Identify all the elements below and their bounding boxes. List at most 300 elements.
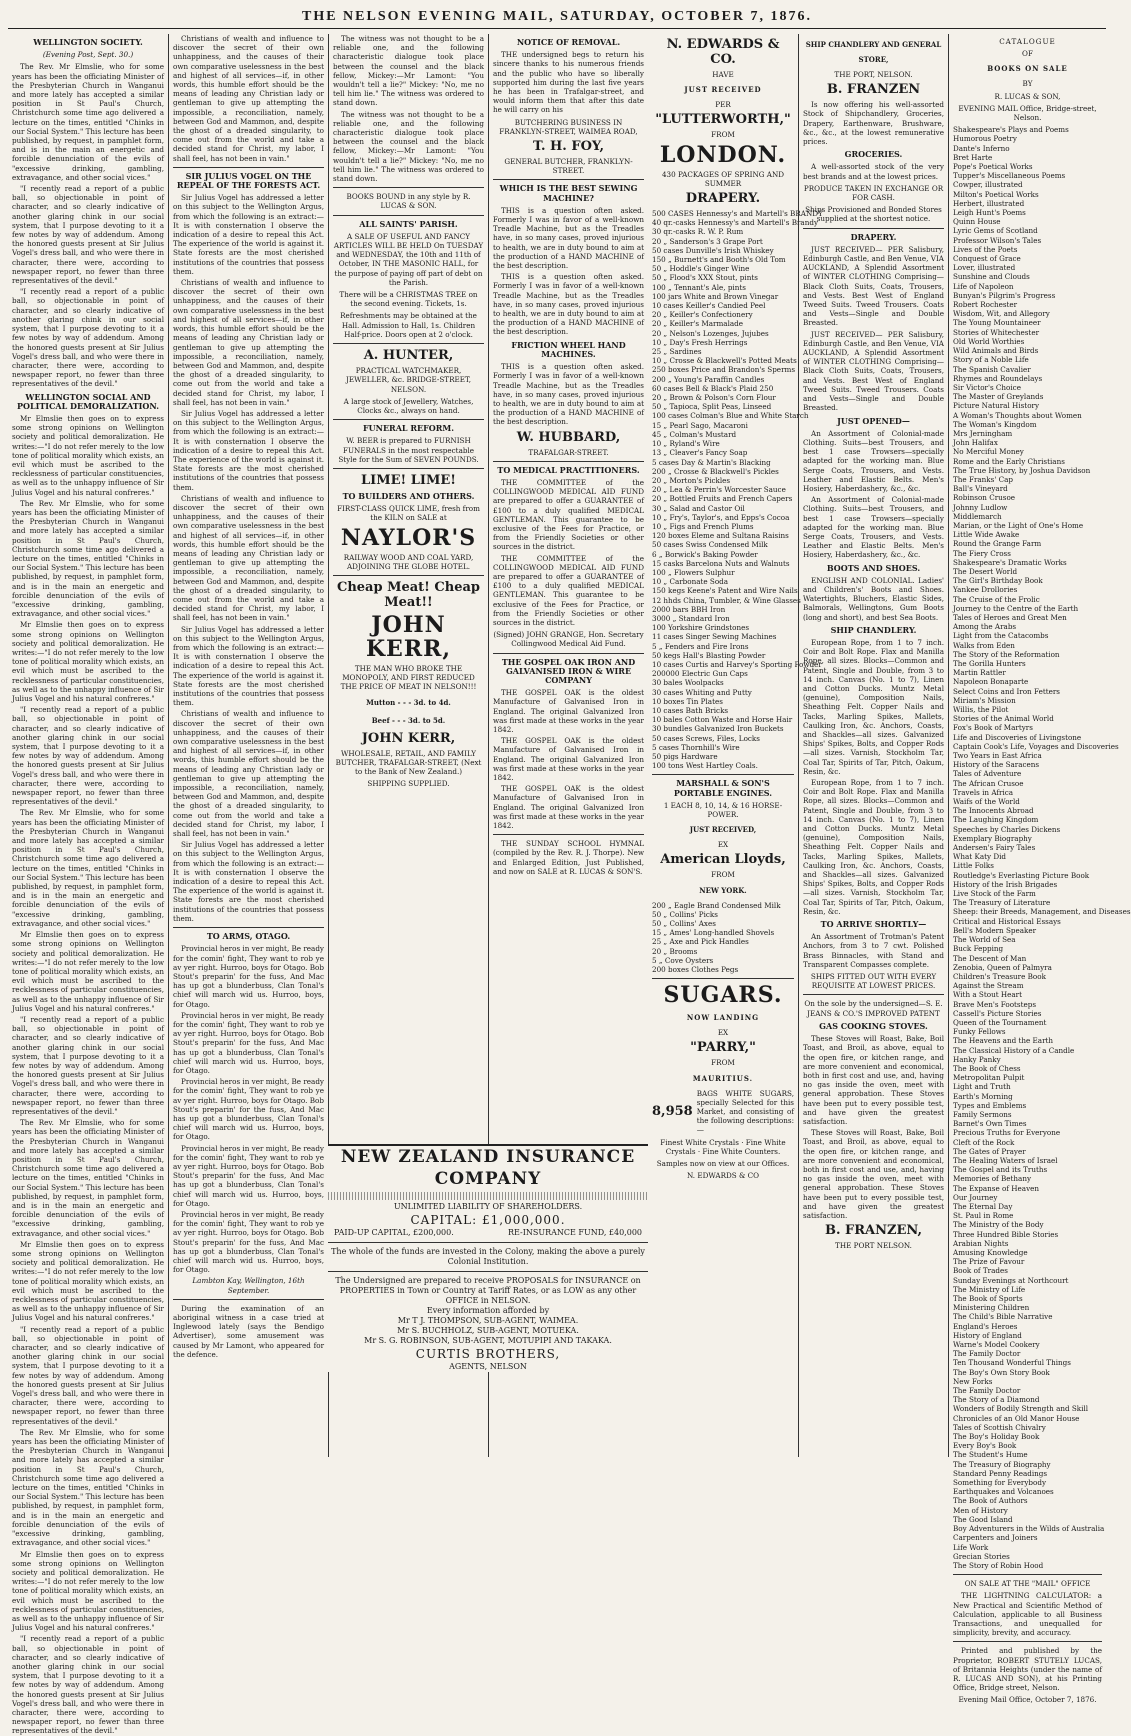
- books-ad: BOOKS BOUND in any style by R. LUCAS & SON.: [346, 192, 471, 211]
- goods-item: 5 „ Fenders and Fire Irons: [652, 641, 749, 651]
- column-7: [948, 34, 1131, 1705]
- article-heading: WELLINGTON SOCIETY.: [33, 37, 143, 47]
- goods-item: 15 casks Barcelona Nuts and Walnuts: [652, 558, 790, 568]
- book-title: Funky Fellows: [953, 1027, 1006, 1037]
- goods-item: 15 „ Pearl Sago, Macaroni: [652, 420, 748, 430]
- book-title: The Treasury of Biography: [953, 1459, 1051, 1469]
- book-title: Robert Rochester: [953, 300, 1018, 310]
- goods-item: 5 cases Thornhill's Wire: [652, 742, 740, 752]
- insurance-capital: CAPITAL: £1,000,000.: [410, 1213, 566, 1227]
- divider: [493, 653, 644, 654]
- kerr-name: JOHN KERR,: [365, 611, 452, 662]
- book-title: Yankee Drollories: [953, 585, 1018, 595]
- goods-item: 10 „ Fry's, Taylor's, and Epps's Cocoa: [652, 512, 790, 522]
- article-paragraph: Sir Julius Vogel has addressed a letter on this subject to the Wellington Argus, from which the following is an extract:—It is with consternation I observe the indication of a desire to repeal this Act. The experience of the world is against it. State forests are the most cherished institutions of the countries that possess them.: [173, 193, 324, 276]
- book-title: Book of Trades: [953, 1266, 1008, 1276]
- book-title: The Boy's Holiday Book: [953, 1432, 1040, 1442]
- beef-price: Beef - - - 3d. to 5d.: [371, 715, 446, 725]
- book-title: Napoleon Bonaparte: [953, 677, 1029, 687]
- article-heading: WELLINGTON SOCIAL AND POLITICAL DEMORALIZATION.: [17, 391, 159, 411]
- goods-item: 60 cases Bell & Black's Plaid 250: [652, 383, 774, 393]
- book-title: Story of a Noble Life: [953, 355, 1029, 365]
- article-paragraph: During the examination of an aboriginal witness in a case tried at Inglewood lately (says the Bendigo Advertiser), some amusement was caused by Mr Lamont, who appeared for the defence.: [173, 1303, 324, 1359]
- ad-heading: FRICTION WHEEL HAND MACHINES.: [511, 339, 626, 359]
- article-paragraph: Sir Julius Vogel has addressed a letter on this subject to the Wellington Argus, from which the following is an extract:—It is with consternation I observe the indication of a desire to repeal this Act. The experience of the world is against it. State forests are the most cherished institutions of the countries that possess them.: [173, 408, 324, 492]
- goods-item: 50 „ Flood's XXX Stout, pints: [652, 273, 758, 283]
- insurance-proposals: The Undersigned are prepared to receive PROPOSALS for INSURANCE on PROPERTIES in Town or Country at Tariff Rates, or as LOW as any other OFFICE in NELSON.: [335, 1276, 641, 1305]
- insurance-info: Every information afforded by: [426, 1306, 550, 1315]
- article-paragraph: Christians of wealth and influence to discover the secret of their own unhappiness, and the causes of their own comparative uselessness in the best and highest of all services—if, in other words, this humble effort should be the means of leading any Christian lady or gentleman to give up attempting the impossible, a reconciliation, namely, between God and Mammon, and, despite the ghost of a dreaded singularity, to come out from the world and take a decided stand for Christ, my labor, I shall feel, has not been in vain.": [173, 34, 324, 163]
- book-title: The Gospel and its Truths: [953, 1165, 1048, 1175]
- book-title: Andersen's Fairy Tales: [953, 843, 1036, 853]
- book-title: Miriam's Mission: [953, 695, 1016, 705]
- ad-heading: THE GOSPEL OAK IRON AND GALVANISED IRON & WIRE COMPANY: [501, 656, 636, 685]
- sugar-count: 8,958: [652, 1104, 693, 1120]
- book-title: The Woman's Kingdom: [953, 419, 1037, 429]
- poem: Provincial heros in ver might, Be ready for the comin' fight, They want to rob ye av yer right. Hurroo, boys for Otago. Bob Stout's preparin' for the fuss, And Mac has up got a blunderbuss, Clan Tonal's chief will march wid us. Hurroo, boys, for Otago.: [173, 1143, 324, 1208]
- goods-item: 50 „ Collins' Picks: [652, 909, 718, 919]
- goods-item: 15 „ Ames' Long-handled Shovels: [652, 928, 775, 938]
- curtis-brothers: CURTIS BROTHERS,: [415, 1347, 561, 1361]
- book-title: Waifs of the World: [953, 797, 1020, 807]
- ad-heading: ALL SAINTS' PARISH.: [359, 218, 458, 229]
- book-title: The Story of a Diamond: [953, 1395, 1040, 1405]
- book-title: Life Work: [953, 1542, 989, 1552]
- book-title: Marian, or the Light of One's Home: [953, 520, 1084, 530]
- sewing-text: THIS is a question often asked. Formerly I was in favor of a well-known Treadle Machine, but as the Treadles have, in so many cases, proved injurious to health, we are in duty bound to aim at the production of a HAND MACHINE of the best description.: [493, 205, 644, 271]
- column-6: [798, 34, 948, 1457]
- book-title: The Gorilla Hunters: [953, 659, 1026, 668]
- poem: Provincial heros in ver might, Be ready for the comin' fight, They want to rob ye av yer right. Hurroo, boys for Otago. Bob Stout's preparin' for the fuss, And Mac has up got a blunderbuss, Clan Tonal's chief will march wid us. Hurroo, boys, for Otago.: [173, 1077, 324, 1142]
- divider: [333, 468, 484, 469]
- kerr-sub: THE MAN WHO BROKE THE MONOPOLY, AND FIRST REDUCED THE PRICE OF MEAT IN NELSON!!!: [340, 663, 477, 692]
- goods-item: 200 „ Eagle Brand Condensed Milk: [652, 900, 781, 910]
- goods-item: 100 tons West Hartley Coals.: [652, 761, 758, 771]
- article-heading: SIR JULIUS VOGEL ON THE REPEAL OF THE FORESTS ACT.: [176, 170, 321, 191]
- book-title: Round the Grange Farm: [953, 539, 1042, 549]
- goods-item: 150 „ Burnett's and Booth's Old Tom: [652, 255, 786, 265]
- book-title: Journey to the Centre of the Earth: [953, 603, 1079, 613]
- ad-heading: FUNERAL REFORM.: [362, 423, 454, 434]
- book-title: Critical and Historical Essays: [953, 916, 1061, 926]
- article-paragraph: Mr Elmslie then goes on to express some strong opinions on Wellington society and political demoralization. He writes:—"I do not refer merely to the low tone of political morality which exists, an evil which must be ascribed to the recklessness of particular constituencies, as well as to the unhappy influence of Sir Julius Vogel and his natural confreres.": [12, 413, 164, 497]
- edwards-london: LONDON.: [659, 141, 787, 168]
- divider: [493, 834, 644, 835]
- edwards-per: PER: [715, 100, 731, 110]
- medical-text: THE COMMITTEE of the COLLINGWOOD MEDICAL AID FUND are prepared to offer a GUARANTEE of £100 to a duly qualified MEDICAL GENTLEMAN. This guarantee to be exclusive of the Fees for Practice, or from the Friendly Societies or other sources in the district.: [493, 553, 644, 627]
- book-title: The African Crusoe: [953, 778, 1024, 788]
- book-title: Herbert, illustrated: [953, 198, 1025, 208]
- book-title: The Book of Authors: [953, 1496, 1028, 1506]
- book-title: The Treasury of Literature: [953, 898, 1051, 908]
- catalogue-title: CATALOGUE: [999, 37, 1056, 46]
- goods-item: 20 „ Morton's Pickles: [652, 475, 731, 485]
- franzen-name-2: B. FRANZEN,: [824, 1223, 923, 1239]
- book-title: Bunyan's Pilgrim's Progress: [953, 290, 1056, 300]
- book-title: Buck Fepping: [953, 944, 1004, 954]
- book-title: The Franks' Cap: [953, 474, 1013, 484]
- book-title: Tales of Adventure: [953, 769, 1022, 779]
- book-title: Against the Stream: [953, 981, 1024, 991]
- book-title: Middlemarch: [953, 511, 1002, 521]
- article-paragraph: The Rev. Mr Elmslie, who for some years has been the officiating Minister of the Presbyterian Church in Wanganui and more lately has accepted a similar position in St Paul's Church, Christchurch some time ago delivered a lecture on the times, entitled "Chinks in our Social System." This lecture has been published, by request, in pamphlet form, and is in the main an energetic and forcible denunciation of the evils of "excessive drinking, gambling, extravagance, and other social vices.": [12, 1118, 165, 1238]
- book-title: Bell's Modern Speaker: [953, 925, 1037, 935]
- opened-text: An Assortment of Colonial-made Clothing. Suits—best Trousers, and best 1 case Trowsers—specially adapted for the working man. Blue Serge Coats, Trousers, and Vests. Leather and Elastic Belts. Men's Hosiery, Haberdashery, &c., &c.: [803, 495, 944, 560]
- article-paragraph: "I recently read a report of a public ball, so objectionable in point of character, and so clearly indicative of another glaring chink in our social system, that I purpose devoting to it a few notes by way of addendum. Among the honored guests present at Sir Julius Vogel's dress ball, and who were there in character, there were, according to newspaper report, no fewer than three representatives of the devil.": [12, 1014, 164, 1116]
- goods-item: 10 cases Curtis and Harvey's Sporting Powder: [652, 659, 822, 669]
- book-title: Lyric Gems of Scotland: [953, 226, 1038, 236]
- ad-heading: TO ARRIVE SHORTLY—: [820, 919, 927, 930]
- goods-item: 12 hhds China, Tumbler, & Wine Glasses: [652, 595, 801, 605]
- drapery-text: JUST RECEIVED— PER Salisbury, Edinburgh Castle, and Ben Venue, VIA AUCKLAND, A Splendid Assortment of WINTER CLOTHING Comprising—Black Cloth Suits, Coats, Trousers, and Vests. Best West of England Tweed Suits. Tweed Trousers. Coats and Vests—Single and Double Breasted.: [803, 329, 944, 413]
- chandlery-text: European Rope, from 1 to 7 inch. Coir and Bolt Rope. Flax and Manilla Rope, all sizes. Blocks—Common and Patent, Single and Double, from 3 to 14 inch. Canvas (No. 1 to 7), Linen and Cotton Ducks. Muntz Metal (genuine), Composition Nails, Sheathing Felt. Copper Nails and Tacks, Marling Spikes, Mallets, Caulking Iron, &c. Anchors, Coasts, and Shackles—all sizes. Galvanized Ships' Spikes, Bolts, and Copper Rods—all sizes. Varnish, Stockholm Tar, Coal Tar, Spirits of Tar, Pitch, Oakum, Resin, &c.: [803, 637, 944, 776]
- insurance-agent: Mr S. G. ROBINSON, SUB-AGENT, MOTUPIPI AND TAKAKA.: [364, 1336, 612, 1345]
- article-paragraph: The Rev. Mr Elmslie, who for some years has been the officiating Minister of the Presbyterian Church in Wanganui and more lately has accepted a similar position in St Paul's Church, Christchurch some time ago delivered a lecture on the times, entitled "Chinks in our Social System." This lecture has been published, by request, in pamphlet form, and is in the main an energetic and forcible denunciation of the evils of "excessive drinking, gambling, extravagance, and other social vices.": [12, 808, 165, 928]
- book-title: The Descent of Man: [953, 953, 1027, 963]
- article-paragraph: Mr Elmslie then goes on to express some strong opinions on Wellington society and political demoralization. He writes:—"I do not refer merely to the low tone of political morality which exists, an evil which must be ascribed to the recklessness of particular constituencies, as well as to the unhappy influence of Sir Julius Vogel and his natural confreres.": [12, 1239, 164, 1323]
- book-title: Leigh Hunt's Poems: [953, 208, 1026, 218]
- butcher-ad: BUTCHERING BUSINESS IN FRANKLYN-STREET, WAIMEA ROAD,: [499, 117, 638, 136]
- goods-item: 30 qr.-casks R. W. P. Rum: [652, 227, 744, 237]
- goods-item: 10 „ Day's Fresh Herrings: [652, 337, 748, 347]
- divider: [333, 215, 484, 216]
- insurance-title: NEW ZEALAND INSURANCE COMPANY: [340, 1147, 636, 1189]
- gospel-text: THE GOSPEL OAK is the oldest Manufacture of Galvanised Iron in England. The original Galvanized Iron was first made at these works in the year 1842.: [493, 784, 644, 831]
- hunter-note: A large stock of Jewellery, Watches, Clocks &c., always on hand.: [343, 396, 474, 415]
- hymnal-ad: THE SUNDAY SCHOOL HYMNAL (compiled by the Rev. R. J. Thorpe). New and Enlarged Edition, Just Published, and now on SALE at R. LUCAS & SON'S.: [493, 839, 644, 876]
- divider: [652, 978, 794, 979]
- book-title: The Gates of Prayer: [953, 1146, 1026, 1156]
- ad-heading: JUST OPENED—: [837, 415, 910, 426]
- book-title: The Young Mountaineer: [953, 318, 1041, 328]
- book-title: Our Journey: [953, 1192, 998, 1202]
- book-title: Life of Napoleon: [953, 281, 1014, 291]
- insurance-funds: The whole of the funds are invested in the Colony, making the above a purely Colonial Institution.: [331, 1247, 645, 1266]
- goods-item: 50 „ Collins' Axes: [652, 919, 716, 929]
- insurance-liability: UNLIMITED LIABILITY OF SHAREHOLDERS.: [393, 1202, 583, 1211]
- ad-heading: TO BUILDERS AND OTHERS.: [342, 490, 475, 501]
- curtis-agents: AGENTS, NELSON: [449, 1362, 527, 1371]
- book-title: Ten Thousand Wonderful Things: [953, 1358, 1071, 1368]
- ad-heading: TO MEDICAL PRACTITIONERS.: [497, 464, 640, 475]
- goods-item: 30 bundles Galvanized Iron Buckets: [652, 724, 784, 734]
- book-list: [953, 125, 1131, 1570]
- book-title: Quinn House: [953, 217, 1001, 227]
- goods-item: 100 „ Tennant's Ale, pints: [652, 282, 746, 292]
- gas-text: These Stoves will Roast, Bake, Boil Toast, and Broil, as above, equal to the open fire, or kitchen range, and are more convenient and economical, both in first cost and use, and, having no gas inside the oven, meet with general approbation. These Stoves have been put to every possible test, and have given the greatest satisfaction.: [803, 1128, 944, 1220]
- goods-item: 150 kegs Keene's Patent and Wire Nails: [652, 586, 798, 596]
- book-title: New Forks: [953, 1376, 993, 1386]
- refresh-ad: Refreshments may be obtained at the Hall. Admission to Hall, 1s. Children Half-price. Doors open at 2 o'clock.: [340, 311, 477, 339]
- book-title: Professor Wilson's Tales: [953, 235, 1042, 245]
- divider: [652, 774, 794, 775]
- goods-item: 100 „ Flowers Sulphur: [652, 567, 735, 577]
- divider: [803, 228, 944, 229]
- book-title: Precious Truths for Everyone: [953, 1128, 1061, 1138]
- book-title: Dante's Inferno: [953, 143, 1010, 153]
- article-heading: TO ARMS, OTAGO.: [206, 931, 291, 942]
- samples-note: Samples now on view at our Offices.: [656, 1159, 790, 1169]
- catalogue-lucas: R. LUCAS & SON,: [994, 91, 1061, 101]
- book-title: The Prize of Favour: [953, 1257, 1025, 1267]
- book-title: Cleft of the Rock: [953, 1137, 1015, 1147]
- book-title: Amusing Knowledge: [953, 1248, 1028, 1257]
- book-title: Willis, the Pilot: [953, 705, 1009, 715]
- article-paragraph: "I recently read a report of a public ball, so objectionable in point of character, and so clearly indicative of another glaring chink in our social system, that I purpose devoting to it a few notes by way of addendum. Among the honored guests present at Sir Julius Vogel's dress ball, and who were there in character, there were, according to newspaper report, no fewer than three representatives of the devil.": [12, 1634, 164, 1736]
- goods-item: 200 „ Young's Paraffin Candles: [652, 374, 765, 384]
- cheap-meat: Cheap Meat! Cheap Meat!!: [336, 579, 480, 610]
- store-port: THE PORT, NELSON.: [834, 70, 913, 79]
- kerr-sub-2: WHOLESALE, RETAIL, AND FAMILY BUTCHER, TRAFALGAR-STREET, (Next to the Bank of New Zealand.): [335, 748, 482, 776]
- divider: [803, 994, 944, 995]
- book-title: Family Sermons: [953, 1109, 1012, 1119]
- insurance-paid-up: PAID-UP CAPITAL, £200,000.: [334, 1228, 454, 1237]
- book-title: Lives of the Poets: [953, 244, 1018, 254]
- book-title: Two Years in East Africa: [953, 751, 1042, 761]
- book-title: The Student's Hume: [953, 1450, 1028, 1460]
- column-1: [8, 34, 168, 1736]
- book-title: Hanky Panky: [953, 1054, 1001, 1064]
- goods-item: 45 „ Colman's Mustard: [652, 429, 737, 439]
- hunter-trade: PRACTICAL WATCHMAKER, JEWELLER, &c. BRIDGE-STREET, NELSON.: [345, 366, 472, 394]
- article-paragraph: "I recently read a report of a public ball, so objectionable in point of character, and so clearly indicative of another glaring chink in our social system, that I purpose devoting to it a few notes by way of addendum. Among the honored guests present at Sir Julius Vogel's dress ball, and who were there in character, there were, according to newspaper report, no fewer than three representatives of the devil.": [12, 287, 164, 389]
- book-title: Ministering Children: [953, 1303, 1030, 1313]
- book-title: Wild Animals and Birds: [953, 346, 1039, 356]
- article-paragraph: "I recently read a report of a public ball, so objectionable in point of character, and so clearly indicative of another glaring chink in our social system, that I purpose devoting to it a few notes by way of addendum. Among the honored guests present at Sir Julius Vogel's dress ball, and who were there in character, there were, according to newspaper report, no fewer than three representatives of the devil.": [12, 1324, 164, 1426]
- book-title: The Girl's Birthday Book: [953, 576, 1043, 586]
- goods-item: 10 boxes Tin Plates: [652, 696, 723, 706]
- goods-item: 20 „ Keiller's Marmalade: [652, 319, 744, 329]
- kerr-name-2: JOHN KERR,: [361, 730, 456, 746]
- article-paragraph: "I recently read a report of a public ball, so objectionable in point of character, and so clearly indicative of another glaring chink in our social system, that I purpose devoting to it a few notes by way of addendum. Among the honored guests present at Sir Julius Vogel's dress ball, and who were there in character, there were, according to newspaper report, no fewer than three representatives of the devil.": [12, 705, 164, 807]
- book-title: Humorous Poetry: [953, 134, 1017, 144]
- divider: [953, 1574, 1102, 1575]
- book-title: England's Heroes: [953, 1321, 1018, 1331]
- goods-item: 50 cases Dunville's Irish Whiskey: [652, 245, 774, 255]
- goods-item: 30 bales Woolpacks: [652, 678, 724, 688]
- goods-list: [652, 209, 823, 771]
- goods-item: 6 „ Borwick's Baking Powder: [652, 549, 758, 559]
- ships-note: Ships Provisioned and Bonded Stores supplied at the shortest notice.: [805, 205, 942, 224]
- goods-item: 10 „ Ryland's Wire: [652, 439, 720, 449]
- ad-heading: WHICH IS THE BEST SEWING MACHINE?: [499, 183, 638, 203]
- book-title: Earth's Morning: [953, 1091, 1013, 1101]
- goods-item: 250 boxes Price and Brandon's Sperms: [652, 365, 796, 375]
- book-title: Children's Treasure Book: [953, 971, 1046, 981]
- engines-hp: 1 EACH 8, 10, 14, & 16 HORSE-POWER.: [663, 800, 783, 820]
- sale-ad: A SALE OF USEFUL AND FANCY ARTICLES WILL BE HELD On TUESDAY and WEDNESDAY, the 10th and 11th of October, IN THE MASONIC HALL, for the purpose of paying off part of debt on the Parish.: [333, 231, 484, 287]
- book-title: The Expanse of Heaven: [953, 1183, 1040, 1193]
- edwards-sign: N. EDWARDS & CO: [686, 1171, 760, 1181]
- american-lloyds: American Lloyds,: [660, 852, 786, 868]
- notice-text: THE undersigned begs to return his sincere thanks to his numerous friends and the public who have so liberally supported him during the last five years he has been in Trafalgar-street, and would inform them that after this date he will carry on his: [493, 50, 644, 115]
- book-title: Lover, illustrated: [953, 263, 1016, 273]
- sugar-text: BAGS WHITE SUGARS, specially Selected for this Market, and consisting of the following descriptions:—: [696, 1088, 794, 1135]
- fitted-note: SHIPS FITTED OUT WITH EVERY REQUISITE AT LOWEST PRICES.: [810, 972, 937, 991]
- goods-list-2: [652, 901, 794, 975]
- ad-heading: GROCERIES.: [844, 149, 903, 160]
- edwards-from: FROM: [711, 130, 735, 140]
- book-title: The Child's Bible Narrative: [953, 1312, 1053, 1322]
- book-title: Captain Cook's Life, Voyages and Discoveries: [953, 741, 1119, 751]
- goods-item: 200 boxes Clothes Pegs: [652, 965, 739, 975]
- goods-item: 25 „ Axe and Pick Handles: [652, 937, 749, 947]
- poem-signature: Lambton Kay, Wellington, 16th September.: [192, 1276, 305, 1295]
- book-title: The Good Island: [953, 1514, 1013, 1524]
- book-title: Carpenters and Joiners: [953, 1533, 1038, 1543]
- sugars-heading: SUGARS.: [663, 982, 783, 1009]
- goods-item: 50 kegs Hall's Blasting Powder: [652, 650, 766, 660]
- goods-item: 30 cases Whiting and Putty: [652, 687, 752, 697]
- book-title: Every Boy's Book: [953, 1441, 1017, 1451]
- groceries-text: A well-assorted stock of the very best brands and at the lowest prices.: [803, 162, 944, 181]
- book-title: Exemplary Biography: [953, 833, 1032, 843]
- columns: [8, 34, 1131, 1736]
- book-title: The Eternal Day: [953, 1201, 1013, 1211]
- goods-item: 50 „ Tapioca, Split Peas, Linseed: [652, 402, 772, 412]
- ex-label: EX: [717, 840, 729, 850]
- ad-heading: BOOTS AND SHOES.: [826, 562, 921, 573]
- produce-note: PRODUCE TAKEN IN EXCHANGE OR FOR CASH.: [803, 183, 944, 203]
- gospel-text: THE GOSPEL OAK is the oldest Manufacture of Galvanised Iron in England. The original Galvanized Iron was first made at these works in the year 1842.: [493, 688, 644, 734]
- goods-item: 40 qr.-casks Hennessy's and Martell's Brandy: [652, 218, 818, 228]
- article-source: (Evening Post, Sept. 30.): [42, 50, 134, 60]
- insurance-reserve: RE-INSURANCE FUND, £40,000: [508, 1228, 642, 1237]
- store-title: SHIP CHANDLERY AND GENERAL STORE,: [805, 40, 942, 64]
- edwards-title: N. EDWARDS & CO.: [666, 37, 780, 67]
- book-title: Rhymes and Roundelays: [953, 373, 1043, 383]
- book-title: Standard Penny Readings: [953, 1468, 1048, 1478]
- book-title: Brave Men's Footsteps: [953, 999, 1037, 1009]
- article-paragraph: The Rev. Mr Elmslie, who for some years has been the officiating Minister of the Presbyterian Church in Wanganui and more lately has accepted a similar position in St Paul's Church, Christchurch some time ago delivered a lecture on the times, entitled "Chinks in our Social System." This lecture has been published, by request, in pamphlet form, and is in the main an energetic and forcible denunciation of the evils of "excessive drinking, gambling, extravagance, and other social vices.": [12, 498, 165, 619]
- book-title: The Story of the Reformation: [953, 649, 1060, 659]
- mauritius: MAURITIUS.: [692, 1073, 754, 1083]
- foy-sub: GENERAL BUTCHER, FRANKLYN-STREET.: [504, 157, 633, 176]
- goods-item: 50 pigs Hardware: [652, 752, 718, 761]
- just-received: JUST RECEIVED,: [689, 825, 757, 835]
- goods-item: 10 „ Carbonate Soda: [652, 577, 729, 587]
- naylor-name: NAYLOR'S: [340, 524, 477, 551]
- ex-label-2: EX: [717, 1028, 729, 1038]
- lime-ad: FIRST-CLASS QUICK LIME, fresh from the KILN on SALE at: [337, 504, 480, 523]
- goods-item: 25 „ Sardines: [652, 347, 702, 357]
- edwards-just: JUST RECEIVED: [684, 85, 762, 95]
- book-title: Pope's Poetical Works: [953, 162, 1033, 172]
- goods-item: 2000 bars BBH Iron: [652, 604, 726, 614]
- goods-item: 200 „ Crosse & Blackwell's Pickles: [652, 466, 779, 476]
- book-title: Stories of the Animal World: [953, 714, 1054, 724]
- divider: [173, 927, 324, 928]
- ad-heading: GAS COOKING STOVES.: [819, 1020, 928, 1031]
- book-title: With a Stout Heart: [953, 990, 1023, 1000]
- shipping-supplied: SHIPPING SUPPLIED.: [367, 779, 450, 789]
- book-title: Old World Worthies: [953, 336, 1025, 346]
- hubbard-name: W. HUBBARD,: [516, 429, 621, 445]
- goods-item: 10 cases Bath Bricks: [652, 705, 729, 715]
- book-title: Conquest of Grace: [953, 254, 1021, 264]
- book-title: The Laughing Kingdom: [953, 815, 1039, 825]
- hunter-name: A. HUNTER,: [363, 348, 454, 364]
- article-paragraph: Mr Elmslie then goes on to express some strong opinions on Wellington society and political demoralization. He writes:—"I do not refer merely to the low tone of political morality which exists, an evil which must be ascribed to the recklessness of particular constituencies, as well as to the unhappy influence of Sir Julius Vogel and his natural confreres.": [12, 1549, 164, 1633]
- divider: [173, 1299, 324, 1300]
- medical-signed: (Signed) JOHN GRANGE, Hon. Secretary Collingwood Medical Aid Fund.: [493, 630, 644, 649]
- book-title: Among the Arabs: [953, 622, 1017, 632]
- article-paragraph: Christians of wealth and influence to discover the secret of their own unhappiness, and the causes of their own comparative uselessness in the best and highest of all services—if, in other words, this humble effort should be the means of leading any Christian lady or gentleman to give up attempting the impossible, a reconciliation, namely, between God and Mammon, and, despite the ghost of a dreaded singularity, to come out from the world and take a decided stand for Christ, my labor, I shall feel, has not been in vain.": [173, 493, 324, 623]
- book-title: The Spanish Cavalier: [953, 364, 1031, 374]
- edwards-packages: 430 PACKAGES OF SPRING AND SUMMER: [661, 169, 785, 188]
- goods-item: 500 CASES Hennessy's and Martell's BRANDY: [652, 209, 823, 219]
- book-title: The Ministry of the Body: [953, 1220, 1044, 1230]
- goods-item: 10 „ Crosse & Blackwell's Potted Meats: [652, 356, 797, 366]
- book-title: The Heavens and the Earth: [953, 1036, 1054, 1046]
- goods-item: 3000 „ Standard Iron: [652, 613, 730, 623]
- from-label: FROM: [711, 870, 735, 880]
- divider: [333, 187, 484, 188]
- book-title: The World of Sea: [953, 935, 1016, 945]
- foy-name: T. H. FOY,: [532, 139, 605, 155]
- goods-item: 100 cases Colman's Blue and White Starch: [652, 411, 809, 421]
- book-title: Wonders of Bodily Strength and Skill: [953, 1404, 1089, 1414]
- book-title: Johnny Ludlow: [953, 502, 1008, 512]
- book-title: Arabian Nights: [953, 1238, 1009, 1248]
- article-paragraph: "I recently read a report of a public ball, so objectionable in point of character, and so clearly indicative of another glaring chink in our social system, that I purpose devoting to it a few notes by way of addendum. Among the honored guests present at Sir Julius Vogel's dress ball, and who were there in character, there were, according to newspaper report, no fewer than three representatives of the devil.": [12, 184, 164, 286]
- insurance-agent: Mr S. BUCHHOLZ, SUB-AGENT, MOTUEKA.: [397, 1326, 579, 1335]
- divider: [173, 167, 324, 168]
- article-paragraph: Sir Julius Vogel has addressed a letter on this subject to the Wellington Argus, from which the following is an extract:—It is with consternation I observe the indication of a desire to repeal this Act. The experience of the world is against it. State forests are the most cherished institutions of the countries that possess them.: [173, 624, 324, 708]
- book-title: Mrs Jerningham: [953, 428, 1013, 438]
- book-title: Wisdom, Wit, and Allegory: [953, 309, 1050, 319]
- goods-item: 20 „ Lea & Perrin's Worcester Sauce: [652, 485, 786, 495]
- opened-text: An Assortment of Colonial-made Clothing. Suits—best Trousers, and best 1 case Trowsers—specially adapted for the working man. Blue Serge Coats, Trousers, and Vests. Leather and Elastic Belts. Men's Hosiery, Haberdashery, &c., &c.: [803, 428, 944, 493]
- divider: [493, 179, 644, 180]
- book-title: St. Paul in Rome: [953, 1211, 1014, 1221]
- book-title: Barnet's Own Times: [953, 1119, 1027, 1129]
- book-title: Sir Victor's Choice: [953, 382, 1021, 392]
- boots-text: ENGLISH AND COLONIAL. Ladies' and Children's' Boots and Shoes. Watertights, Bluchers, Elastic Sides, Balmorals, Wellingtons, Gum Boots (long and short), and best Sea Boots.: [803, 575, 944, 622]
- book-title: The Healing Waters of Israel: [953, 1155, 1058, 1165]
- goods-item: 10 „ Figs and French Plums: [652, 521, 754, 531]
- goods-item: 100 Yorkshire Grindstones: [652, 623, 750, 633]
- book-title: Bret Harte: [953, 152, 993, 162]
- from-label-2: FROM: [711, 1058, 735, 1068]
- book-title: Warne's Model Cookery: [953, 1340, 1040, 1350]
- book-title: The Story of Robin Hood: [953, 1560, 1044, 1570]
- imprint: Printed and published by the Proprietor, ROBERT STUTELY LUCAS, of Britannia Heights (under the name of R. LUCAS AND SON), at his Printing Office, Bridge street, Nelson.: [953, 1646, 1102, 1693]
- goods-item: 20 „ Sanderson's 3 Grape Port: [652, 236, 763, 246]
- book-title: The Ministry of Life: [953, 1284, 1026, 1294]
- store-port-2: THE PORT NELSON.: [835, 1241, 912, 1251]
- book-title: Live Stock of the Farm: [953, 889, 1036, 899]
- arrive-text: An Assortment of Trotman's Patent Anchors, from 3 to 7 cwt. Polished Brass Binnacles, with Stand and Transparent Compasses complete.: [803, 932, 944, 969]
- article-paragraph: The witness was not thought to be a reliable one, and the following characteristic dialogue took place between the counsel and the black fellow, Mickey:—Mr Lamont: "You wouldn't tell a lie?" Mickey: "No, me no tell him lie." The witness was ordered to stand down.: [333, 34, 484, 108]
- now-landing: NOW LANDING: [686, 1013, 760, 1023]
- book-title: Queen of the Tournament: [953, 1017, 1047, 1027]
- book-title: Travels in Africa: [953, 787, 1014, 797]
- gospel-text: THE GOSPEL OAK is the oldest Manufacture of Galvanised Iron in England. The original Galvanized Iron was first made at these works in the year 1842.: [493, 736, 644, 783]
- article-paragraph: Mr Elmslie then goes on to express some strong opinions on Wellington society and political demoralization. He writes:—"I do not refer merely to the low tone of political morality which exists, an evil which must be ascribed to the recklessness of particular constituencies, as well as to the unhappy influence of Sir Julius Vogel and his natural confreres.": [12, 620, 164, 704]
- book-title: The True History, by Joshua Davidson: [953, 465, 1091, 475]
- chandlery-text: European Rope, from 1 to 7 inch. Coir and Bolt Rope. Flax and Manilla Rope, all sizes. Blocks—Common and Patent, Single and Double, from 3 to 14 inch. Canvas (No. 1 to 7), Linen and Cotton Ducks. Muntz Metal (genuine), Composition Nails, Sheathing Felt. Copper Nails and Tacks, Marling Spikes, Mallets, Caulking Iron, &c. Anchors, Coasts, and Shackles—all sizes. Galvanized Ships' Spikes, Bolts, and Copper Rods—all sizes. Varnish, Stockholm Tar, Coal Tar, Spirits of Tar, Pitch, Oakum, Resin, &c.: [803, 778, 944, 916]
- book-title: Cassell's Picture Stories: [953, 1008, 1042, 1018]
- book-title: Rome and the Early Christians: [953, 456, 1065, 466]
- catalogue-of: OF: [1022, 49, 1033, 59]
- goods-item: 5 „ Cove Oysters: [652, 955, 714, 965]
- naylor-address: RAILWAY WOOD AND COAL YARD, ADJOINING THE GLOBE HOTEL.: [343, 552, 474, 571]
- book-title: Ball's Vineyard: [953, 484, 1008, 494]
- book-title: The Boy's Own Story Book: [953, 1367, 1050, 1377]
- book-title: The Innocents Abroad: [953, 806, 1034, 816]
- poem: Provincial heros in ver might, Be ready for the comin' fight, They want to rob ye av yer right. Hurroo, boys for Otago. Bob Stout's preparin' for the fuss, And Mac has up got a blunderbuss, Clan Tonal's chief will march wid us. Hurroo, boys, for Otago.: [173, 1209, 324, 1275]
